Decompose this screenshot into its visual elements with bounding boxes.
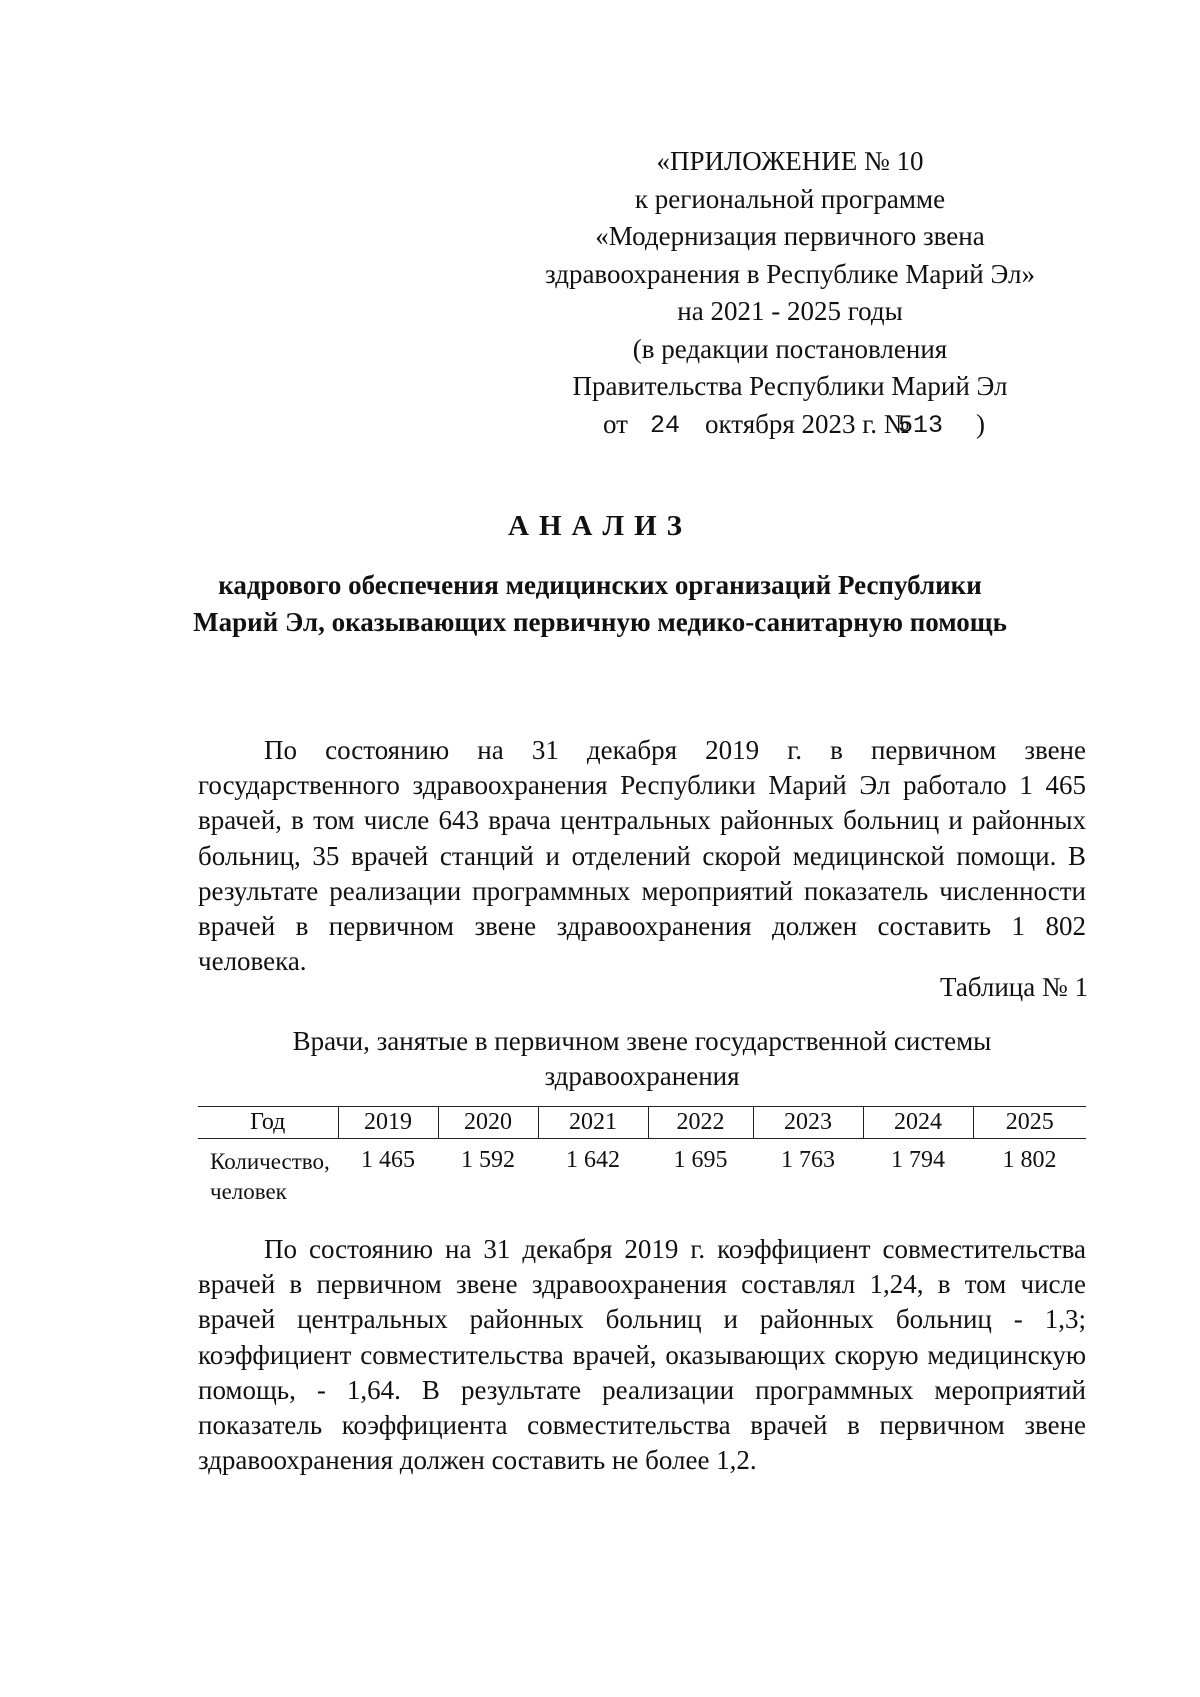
row-label-line: Количество, <box>210 1149 330 1174</box>
resolution-day: 24 <box>650 410 681 440</box>
table-header-cell: Год <box>198 1107 338 1139</box>
table-header-cell: 2019 <box>338 1107 438 1139</box>
appendix-line: «ПРИЛОЖЕНИЕ № 10 <box>656 146 924 176</box>
appendix-line: здравоохранения в Республике Марий Эл» <box>545 258 1035 289</box>
resolution-date-line <box>540 406 1040 444</box>
row-label-line: человек <box>210 1179 287 1204</box>
paragraph-text: По состоянию на 31 декабря 2019 г. коэффициент совместительства врачей в первичном звене здравоохранения составлял 1,24, в том числе врачей центральных районных больниц и районных больниц - 1,3; коэффициент совместительства врачей, оказывающих скорую медицинскую помощь, - 1,64. В результате реализации программных мероприятий показатель коэффициента совместительства врачей в первичном звене здравоохранения должен составить не более 1,2. <box>198 1234 1086 1476</box>
table-header-cell: 2025 <box>973 1107 1086 1139</box>
table-header-cell: 2020 <box>438 1107 538 1139</box>
appendix-line: «Модернизация первичного звена <box>595 221 985 251</box>
table-cell: 1 763 <box>781 1147 835 1173</box>
resolution-month-year: октября 2023 г. № <box>705 408 910 439</box>
table-header-cell: 2024 <box>863 1107 973 1139</box>
table-cell: 1 794 <box>891 1147 945 1173</box>
table-row <box>198 1139 1086 1208</box>
resolution-close-paren: ) <box>976 408 985 439</box>
document-subtitle <box>150 567 1050 641</box>
document-title: АНАЛИЗ <box>508 510 692 542</box>
table-cell: 1 465 <box>361 1147 415 1173</box>
table-header-cell: 2023 <box>753 1107 863 1139</box>
appendix-line: Правительства Республики Марий Эл <box>572 371 1008 401</box>
table-cell: 1 802 <box>1002 1147 1057 1173</box>
table-cell: 1 695 <box>673 1147 728 1173</box>
resolution-number: 513 <box>898 410 944 440</box>
paragraph-text: По состоянию на 31 декабря 2019 г. в первичном звене государственного здравоохранения Республики Марий Эл работало 1 465 врачей, в том числе 643 врача центральных районных больниц и районных больниц, 35 врачей станций и отделений скорой медицинской помощи. В результате реализации программных мероприятий показатель численности врачей в первичном звене здравоохранения должен составить 1 802 человека. <box>198 735 1086 977</box>
table-number: Таблица № 1 <box>940 972 1088 1002</box>
paragraph-staffing <box>198 733 1086 979</box>
table-header-cell: 2021 <box>538 1107 648 1139</box>
appendix-line: на 2021 - 2025 годы <box>677 296 903 326</box>
table-caption: Врачи, занятые в первичном звене государственной системы здравоохранения <box>292 1026 992 1091</box>
table-header-cell: 2022 <box>648 1107 753 1139</box>
subtitle-line: кадрового обеспечения медицинских организаций Республики <box>218 570 982 600</box>
table-cell: 1 592 <box>461 1147 515 1173</box>
table-cell: 1 642 <box>566 1147 620 1173</box>
subtitle-line: Марий Эл, оказывающих первичную медико-санитарную помощь <box>193 607 1007 637</box>
doctors-table <box>198 1106 1086 1207</box>
appendix-line: к региональной программе <box>634 183 946 214</box>
resolution-prefix: от <box>603 408 628 439</box>
table-header-row <box>198 1107 1086 1139</box>
paragraph-coefficient <box>198 1232 1086 1478</box>
appendix-line: (в редакции постановления <box>632 333 948 364</box>
table-row-label <box>198 1139 338 1208</box>
appendix-header <box>540 143 1040 443</box>
